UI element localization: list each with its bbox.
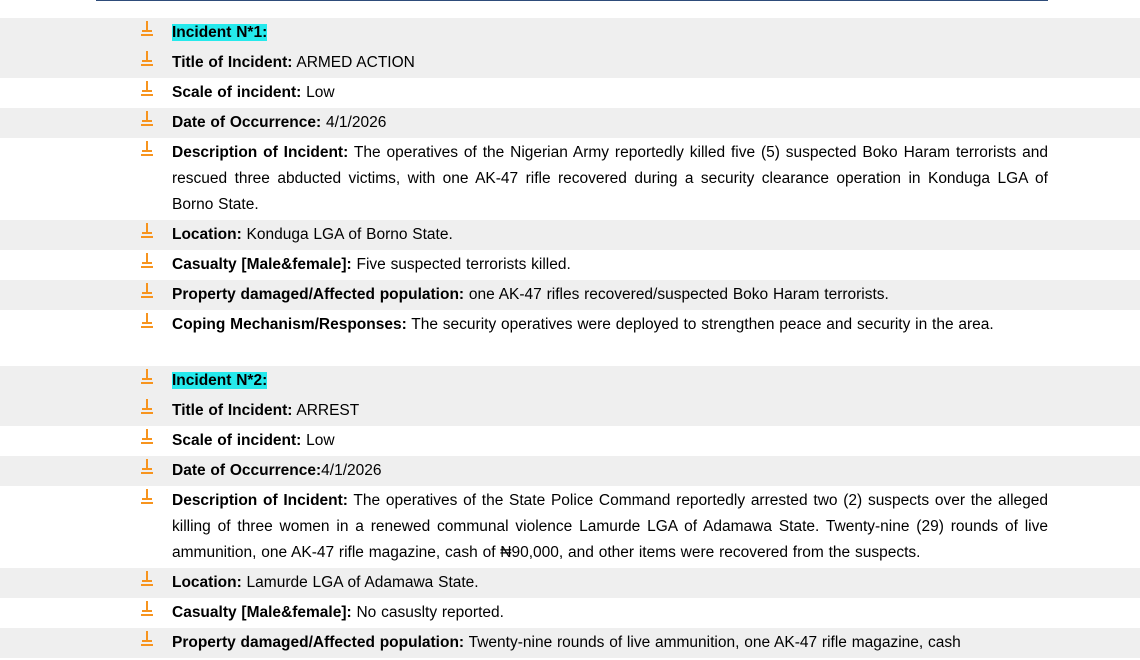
field-label: Location: (172, 226, 242, 243)
field-value: Twenty-nine rounds of live ammunition, one AK-47 rifle magazine, cash (464, 634, 961, 651)
field-value: Five suspected terrorists killed. (351, 256, 571, 273)
field-value: Lamurde LGA of Adamawa State. (241, 574, 479, 591)
arrow-bullet-icon (140, 81, 156, 99)
incident-field-row (0, 78, 1140, 108)
incident-field-row (0, 250, 1140, 280)
field-value: one AK-47 rifles recovered/suspected Boko Haram terrorists. (464, 286, 889, 303)
incident-field-row (0, 396, 1140, 426)
incident-heading: Incident N*2: (172, 372, 268, 389)
field-label: Description of Incident: (172, 144, 349, 161)
arrow-bullet-icon (140, 489, 156, 507)
field-value: 4/1/2026 (321, 462, 382, 479)
arrow-bullet-icon (140, 223, 156, 241)
field-value: Konduga LGA of Borno State. (241, 226, 453, 243)
field-value: 4/1/2026 (321, 114, 387, 131)
arrow-bullet-icon (140, 399, 156, 417)
field-value: The security operatives were deployed to strengthen peace and security in the area. (406, 316, 994, 333)
field-label: Casualty [Male&female]: (172, 604, 352, 621)
incident-field-row (0, 48, 1140, 78)
arrow-bullet-icon (140, 429, 156, 447)
field-value: The operatives of the Nigerian Army reportedly killed five (5) suspected Boko Haram terrorists and rescued three abducted victims, with one AK-47 rifle recovered during a security clearance operation in Konduga LGA of Borno State. (172, 144, 1048, 213)
field-label: Title of Incident: (172, 402, 293, 419)
field-label: Property damaged/Affected population: (172, 286, 465, 303)
arrow-bullet-icon (140, 283, 156, 301)
header-rule (96, 0, 1048, 1)
incident-field-row (0, 426, 1140, 456)
incident-block (0, 366, 1140, 658)
incident-field-row (0, 280, 1140, 310)
arrow-bullet-icon (140, 313, 156, 331)
document-body (0, 18, 1140, 658)
arrow-bullet-icon (140, 253, 156, 271)
field-label: Location: (172, 574, 242, 591)
field-label: Date of Occurrence: (172, 114, 322, 131)
incident-field-row (0, 456, 1140, 486)
field-value: The operatives of the State Police Command reportedly arrested two (2) suspects over the alleged killing of three women in a renewed communal violence Lamurde LGA of Adamawa State. Twenty-nine (29) rounds of live ammunition, one AK-47 rifle magazine, cash of ₦90,000, and other items were recovered from the suspects. (172, 492, 1049, 561)
field-value: No casuslty reported. (351, 604, 504, 621)
field-value: ARREST (292, 402, 360, 419)
arrow-bullet-icon (140, 51, 156, 69)
incident-heading: Incident N*1: (172, 24, 268, 41)
field-value: ARMED ACTION (292, 54, 415, 71)
incident-field-row (0, 486, 1140, 568)
block-spacer (0, 340, 1140, 366)
arrow-bullet-icon (140, 369, 156, 387)
field-label: Scale of incident: (172, 84, 302, 101)
incident-field-row (0, 568, 1140, 598)
field-value: Low (301, 432, 335, 449)
arrow-bullet-icon (140, 601, 156, 619)
arrow-bullet-icon (140, 21, 156, 39)
incident-block (0, 18, 1140, 340)
arrow-bullet-icon (140, 571, 156, 589)
incident-heading-row (0, 18, 1140, 48)
arrow-bullet-icon (140, 459, 156, 477)
incident-field-row (0, 598, 1140, 628)
field-label: Coping Mechanism/Responses: (172, 316, 407, 333)
field-label: Title of Incident: (172, 54, 293, 71)
incident-field-row (0, 220, 1140, 250)
arrow-bullet-icon (140, 631, 156, 649)
field-value: Low (301, 84, 335, 101)
incident-heading-row (0, 366, 1140, 396)
incident-field-row (0, 310, 1140, 340)
incident-field-row (0, 108, 1140, 138)
incident-field-row (0, 628, 1140, 658)
field-label: Property damaged/Affected population: (172, 634, 465, 651)
field-label: Casualty [Male&female]: (172, 256, 352, 273)
incident-field-row (0, 138, 1140, 220)
arrow-bullet-icon (140, 111, 156, 129)
field-label: Date of Occurrence: (172, 462, 322, 479)
field-label: Scale of incident: (172, 432, 302, 449)
field-label: Description of Incident: (172, 492, 348, 509)
arrow-bullet-icon (140, 141, 156, 159)
